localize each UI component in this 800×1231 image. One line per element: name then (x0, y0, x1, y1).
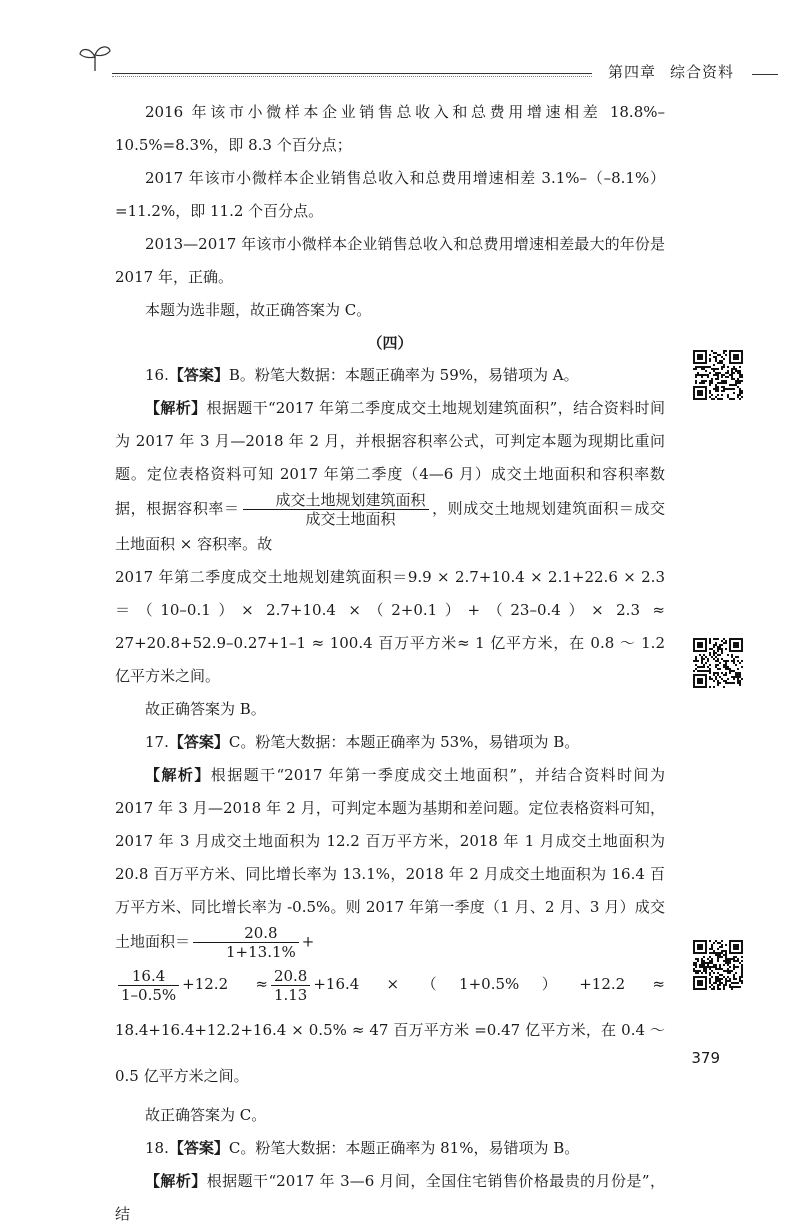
fraction-denominator: 1–0.5% (121, 985, 177, 1004)
q16-analysis-text-2: ，则成交土地规划建筑面积＝成交土地面积 × 容积率。故 (115, 499, 665, 553)
formula-mid-1: +12.2 ≈ (182, 975, 268, 993)
section-title: （四） (367, 334, 413, 352)
page-content (115, 96, 665, 1231)
qr-code-icon[interactable] (693, 350, 743, 400)
q17-conclusion: 故正确答案为 C。 (145, 1106, 267, 1124)
q16-answer-text: B。粉笔大数据：本题正确率为 59%，易错项为 A。 (228, 366, 579, 384)
q18-answer-text: C。粉笔大数据：本题正确率为 81%，易错项为 B。 (228, 1139, 580, 1157)
sprout-icon (78, 42, 112, 72)
formula-mid-2: +16.4 ×（1+0.5%）+12.2 ≈ 18.4+16.4+12.2+16.4 × 0.5% ≈ 47 百万平方米 =0.47 亿平方米，在 0.4 ～ 0.5 亿平方米之间。 (115, 975, 665, 1085)
q17-formula (115, 961, 665, 1099)
fraction-numerator: 20.8 (193, 924, 299, 943)
q16-analysis-tag: 【解析】 (145, 399, 207, 417)
far-ratio-fraction (243, 491, 429, 528)
page-header (0, 0, 800, 90)
paragraph-2017: 2017 年该市小微样本企业销售总收入和总费用增速相差 3.1%–（–8.1%）=11.2%，即 11.2 个百分点。 (115, 169, 665, 220)
fraction-numerator: 20.8 (271, 967, 310, 986)
q16-answer (115, 359, 665, 392)
page-number: 379 (691, 1049, 720, 1067)
q18-number: 18. (145, 1139, 169, 1157)
chapter-title: 综合资料 (670, 63, 735, 81)
header-rule-dotted (112, 76, 592, 77)
q18-analysis (115, 1165, 665, 1231)
q16-conclusion: 故正确答案为 B。 (145, 700, 266, 718)
chapter-heading (608, 61, 734, 82)
q17-analysis-tag: 【解析】 (145, 766, 211, 784)
fraction-numerator: 成交土地规划建筑面积 (243, 491, 429, 510)
q16-analysis-text-1: 根据题干“2017 年第二季度成交土地规划建筑面积”，结合资料时间为 2017 年 3 月—2018 年 2 月，并根据容积率公式，可判定本题为现期比重问题。定位表格资料可知 2017 年第二季度（4—6 月）成交土地面积和容积率数据，根据容积率＝ (115, 399, 665, 518)
q16-answer-tag: 【答案】 (168, 366, 229, 384)
q16-analysis (115, 392, 665, 561)
q16-number: 16. (145, 366, 169, 384)
paragraph-answer-c: 本题为选非题，故正确答案为 C。 (145, 301, 372, 319)
q17-analysis (115, 759, 665, 961)
q17-answer-tag: 【答案】 (168, 733, 229, 751)
q18-analysis-tag: 【解析】 (145, 1172, 207, 1190)
plus-sign: + (301, 932, 315, 951)
fraction-denominator: 1+13.1% (226, 943, 296, 961)
paragraph-2016: 2016 年该市小微样本企业销售总收入和总费用增速相差 18.8%–10.5%=8.3%，即 8.3 个百分点； (115, 103, 665, 154)
qr-code-icon[interactable] (693, 638, 743, 688)
q18-answer (115, 1132, 665, 1165)
q18-analysis-text-1: 根据题干“2017 年 3—6 月间，全国住宅销售价格最贵的月份是”，结 (115, 1172, 665, 1223)
fraction-denominator: 1.13 (273, 985, 308, 1004)
header-tail-rule (752, 74, 778, 75)
q17-analysis-text-1: 根据题干“2017 年第一季度成交土地面积”，并结合资料时间为 2017 年 3 月—2018 年 2 月，可判定本题为基期和差问题。定位表格资料可知，2017 年 3 月成交土地面积为 12.2 百万平方米，2018 年 1 月成交土地面积为 20.8 百万平方米、同比增长率为 13.1%，2018 年 2 月成交土地面积为 16.4 百万平方米、同比增长率为 -0.5%。则 2017 年第一季度（1 月、2 月、3 月）成交土地面积＝ (115, 766, 665, 951)
q17-number: 17. (145, 733, 169, 751)
fraction-denominator: 成交土地面积 (305, 510, 396, 528)
chapter-number: 第四章 (608, 63, 657, 81)
q18-answer-tag: 【答案】 (168, 1139, 229, 1157)
q17-answer (115, 726, 665, 759)
q16-calculation: 2017 年第二季度成交土地规划建筑面积＝9.9 × 2.7+10.4 × 2.1+22.6 × 2.3＝（10–0.1）× 2.7+10.4 ×（2+0.1）+（23–0.4）× 2.3 ≈ 27+20.8+52.9–0.27+1–1 ≈ 100.4 百万平方米≈ 1 亿平方米，在 0.8 ～ 1.2 亿平方米之间。 (115, 568, 665, 685)
qr-code-icon[interactable] (693, 940, 743, 990)
paragraph-max-year: 2013—2017 年该市小微样本企业销售总收入和总费用增速相差最大的年份是 2017 年，正确。 (115, 235, 665, 286)
fraction-numerator: 16.4 (118, 967, 179, 986)
header-rule (112, 73, 592, 74)
fraction-jan (193, 924, 299, 961)
fraction-approx (271, 967, 310, 1004)
fraction-feb (118, 967, 179, 1004)
q17-answer-text: C。粉笔大数据：本题正确率为 53%，易错项为 B。 (228, 733, 580, 751)
